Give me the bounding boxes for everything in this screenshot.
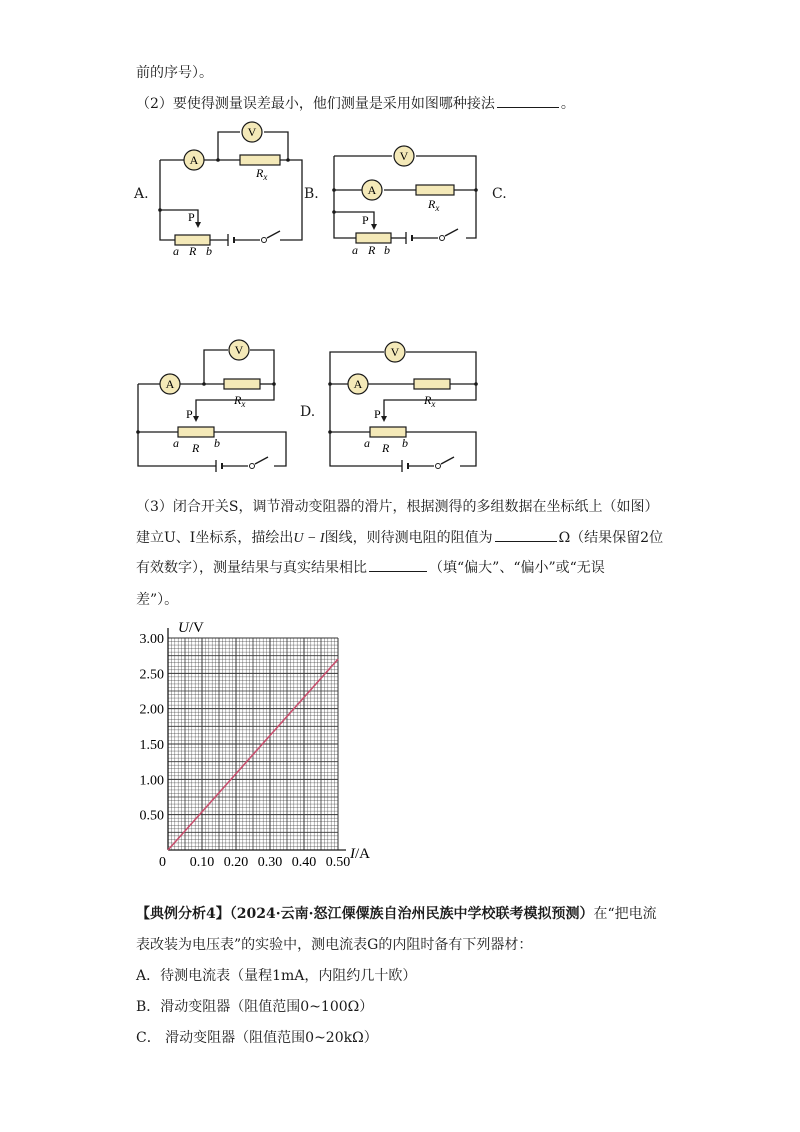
y-tick-label: 1.50 bbox=[139, 738, 164, 753]
q3-line-4: 差”）。 bbox=[136, 592, 179, 608]
x-tick-label: 0 bbox=[159, 855, 166, 870]
ammeter-label: A bbox=[189, 153, 199, 167]
end-b-label: b bbox=[214, 436, 220, 450]
y-axis-label: U/V bbox=[178, 620, 204, 636]
circuit-b bbox=[316, 140, 492, 260]
end-b-label: b bbox=[384, 243, 390, 257]
question-2 bbox=[136, 93, 575, 114]
example-item-b: B．滑动变阻器（阻值范围0~100Ω） bbox=[136, 999, 374, 1015]
chart-grid bbox=[168, 638, 338, 850]
switch-icon bbox=[440, 236, 445, 241]
q3-line2-prefix: 建立U、I坐标系，描绘出 bbox=[136, 530, 294, 546]
slider-label: P bbox=[186, 407, 193, 421]
slider-arrow-icon bbox=[193, 416, 199, 422]
voltmeter-label: V bbox=[247, 125, 257, 139]
example-line-1 bbox=[136, 904, 657, 924]
example-tag: 【典例分析4】 bbox=[136, 906, 230, 922]
rx-label: $R_x$ bbox=[234, 393, 246, 409]
rx-label: $R_x$ bbox=[256, 166, 268, 182]
q3-line-3 bbox=[136, 557, 605, 578]
q3-line-2 bbox=[136, 527, 663, 549]
option-a-label: A. bbox=[134, 186, 149, 202]
voltmeter-label: V bbox=[390, 345, 400, 359]
rx-label: $R_x$ bbox=[428, 197, 440, 213]
end-a-label: a bbox=[364, 436, 370, 450]
end-a-label: a bbox=[352, 243, 358, 257]
resistor-rx-icon bbox=[416, 185, 454, 195]
resistor-rx-icon bbox=[414, 379, 450, 389]
switch-icon bbox=[262, 238, 267, 243]
rheostat-label: R bbox=[382, 441, 390, 455]
q3-line2-mid: 图线，则待测电阻的阻值为 bbox=[324, 530, 493, 546]
option-d-label: D. bbox=[300, 404, 316, 420]
x-tick-label: 0.50 bbox=[325, 855, 351, 870]
x-tick-label: 0.10 bbox=[189, 855, 215, 870]
circuit-d bbox=[320, 334, 490, 480]
ammeter-label: A bbox=[165, 377, 175, 391]
y-tick-label: 1.00 bbox=[139, 773, 164, 789]
resistor-rx-icon bbox=[240, 155, 280, 165]
rheostat-label: R bbox=[189, 244, 197, 258]
ui-symbol: U − I bbox=[293, 531, 325, 546]
y-tick-label: 2.50 bbox=[139, 667, 164, 683]
slider-arrow-icon bbox=[195, 222, 201, 228]
answer-blank-comparison[interactable] bbox=[369, 557, 427, 572]
example-text-1: 在“把电流 bbox=[593, 906, 657, 922]
text-line-top: 前的序号）。 bbox=[136, 65, 213, 81]
rheostat-icon bbox=[178, 427, 214, 437]
slider-label: P bbox=[362, 213, 369, 227]
switch-icon bbox=[436, 464, 441, 469]
q3-line2-suffix: Ω（结果保留2位 bbox=[558, 530, 664, 546]
x-tick-label: 0.20 bbox=[223, 855, 249, 870]
rx-label: $R_x$ bbox=[424, 393, 436, 409]
option-b-label: B. bbox=[304, 186, 319, 202]
q3-line3-prefix: 有效数字），测量结果与真实结果相比 bbox=[136, 560, 367, 576]
circuit-c bbox=[128, 334, 304, 480]
q3-line-1: （3）闭合开关S，调节滑动变阻器的滑片，根据测得的多组数据在坐标纸上（如图） bbox=[136, 499, 659, 515]
end-a-label: a bbox=[173, 244, 179, 258]
voltmeter-label: V bbox=[399, 149, 409, 163]
rheostat-icon bbox=[356, 233, 391, 243]
x-tick-label: 0.30 bbox=[257, 855, 283, 870]
end-b-label: b bbox=[402, 436, 408, 450]
example-item-a: A．待测电流表（量程1mA，内阻约几十欧） bbox=[136, 968, 417, 984]
y-tick-label: 2.00 bbox=[139, 702, 164, 718]
y-tick-label: 3.00 bbox=[139, 632, 164, 647]
answer-blank-q2[interactable] bbox=[497, 93, 559, 108]
x-axis-label: I/A bbox=[350, 846, 370, 862]
slider-label: P bbox=[374, 407, 381, 421]
rheostat-icon bbox=[370, 427, 406, 437]
x-tick-label: 0.40 bbox=[291, 855, 317, 870]
end-b-label: b bbox=[206, 244, 212, 258]
answer-blank-resistance[interactable] bbox=[495, 527, 557, 542]
rheostat-label: R bbox=[368, 243, 376, 257]
circuit-a bbox=[130, 118, 320, 258]
u-i-chart bbox=[120, 612, 400, 872]
chart-axes bbox=[168, 628, 346, 850]
ammeter-label: A bbox=[367, 183, 377, 197]
q2-prefix: （2）要使得测量误差最小，他们测量是采用如图哪种接法 bbox=[136, 96, 495, 112]
voltmeter-label: V bbox=[234, 343, 244, 357]
q3-line3-suffix: （填“偏大”、“偏小”或“无误 bbox=[429, 560, 605, 576]
slider-arrow-icon bbox=[371, 224, 377, 230]
slider-label: P bbox=[188, 210, 195, 224]
resistor-rx-icon bbox=[224, 379, 260, 389]
example-line-2: 表改装为电压表”的实验中，测电流表G的内阻时备有下列器材： bbox=[136, 937, 533, 953]
end-a-label: a bbox=[173, 436, 179, 450]
q2-suffix: 。 bbox=[560, 96, 575, 112]
slider-arrow-icon bbox=[381, 416, 387, 422]
example-source: （2024·云南·怒江傈僳族自治州民族中学校联考模拟预测） bbox=[229, 906, 594, 922]
ammeter-label: A bbox=[353, 377, 363, 391]
switch-icon bbox=[250, 464, 255, 469]
rheostat-label: R bbox=[192, 441, 200, 455]
option-c-label: C. bbox=[492, 186, 507, 202]
y-tick-label: 0.50 bbox=[139, 808, 164, 824]
example-item-c: C． 滑动变阻器（阻值范围0~20kΩ） bbox=[136, 1030, 378, 1046]
